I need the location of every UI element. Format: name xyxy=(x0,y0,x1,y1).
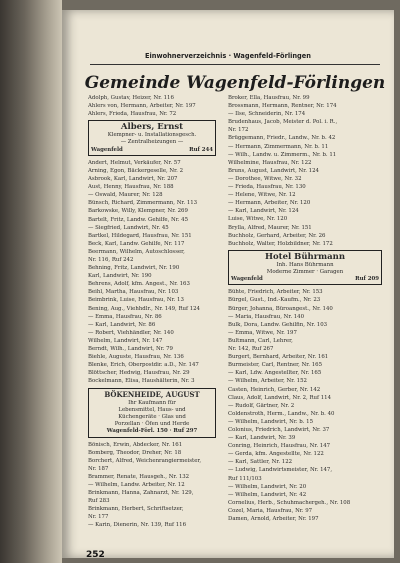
directory-entry: Aust, Henny, Hausfrau, Nr. 188 xyxy=(88,184,174,191)
directory-entry: Burgert, Bernhard, Arbeiter, Nr. 161 xyxy=(228,354,329,361)
running-header: Einwohnerverzeichnis · Wagenfeld-Förlingen xyxy=(145,52,311,60)
ad-albers-phone: Ruf 244 xyxy=(189,146,213,153)
left-column xyxy=(88,94,218,530)
directory-entry: Beermann, Wilhelm, Autoschlosser, xyxy=(88,248,185,255)
directory-entry: Biehle, Auguste, Hausfrau, Nr. 136 xyxy=(88,354,184,361)
directory-entry: — Helene, Witwe, Nr. 12 xyxy=(228,192,296,199)
right-entries-top xyxy=(228,94,384,248)
directory-entry: Brossmann, Hermann, Rentner, Nr. 174 xyxy=(228,103,337,110)
directory-entry: Bulk, Dora, Landw. Gehilfin, Nr. 103 xyxy=(228,321,328,328)
ad-albers-line2: — Zentralheizungen — xyxy=(120,139,184,146)
directory-entry: Ruf 283 xyxy=(88,498,110,505)
directory-entry: — Gerda, kfm. Angestellte, Nr. 122 xyxy=(228,451,324,458)
directory-entry: Ruf 111/103 xyxy=(228,475,262,482)
directory-entry: — Wilhelm, Arbeiter, Nr. 152 xyxy=(228,378,307,385)
directory-entry: Karl, Landwirt, Nr. 190 xyxy=(88,273,152,280)
directory-entry: Bühte, Friedrich, Arbeiter, Nr. 153 xyxy=(228,289,323,296)
directory-entry: Behrens, Adolf, kfm. Angest., Nr. 163 xyxy=(88,281,190,288)
directory-entry: Luise, Witwe, Nr. 120 xyxy=(228,216,288,223)
directory-entry: Blöttscher, Hedwig, Hausfrau, Nr. 29 xyxy=(88,370,190,377)
directory-entry: Burmeister, Carl, Rentner, Nr. 165 xyxy=(228,362,323,369)
header-rule xyxy=(90,64,380,65)
ad-albers-contact xyxy=(91,147,213,154)
ad-bokenheide-line1: Ihr Kaufmann für xyxy=(128,399,176,406)
left-entries-bottom xyxy=(88,441,218,530)
directory-entry: — Rudolf, Gärtner, Nr. 2 xyxy=(228,402,295,409)
directory-entry: Bockelmann, Elisa, Haushälterin, Nr. 3 xyxy=(88,378,195,385)
directory-entry: Bönisch, Erwin, Abdecker, Nr. 161 xyxy=(88,441,183,448)
directory-entry: — Wilh., Landw. u. Zimmerm., Nr. b. 11 xyxy=(228,151,337,158)
directory-entry: Bartelt, Fritz, Landw. Gehilfe, Nr. 45 xyxy=(88,216,189,223)
directory-entry: — Karl, Landwirt, Nr. 39 xyxy=(228,435,296,442)
directory-entry: Broker, Ella, Hausfrau, Nr. 99 xyxy=(228,95,310,101)
directory-entry: Nr. 172 xyxy=(228,127,249,134)
directory-entry: Brinkmann, Herbert, Schriftsetzer, xyxy=(88,506,184,513)
ad-buehrmann xyxy=(228,250,382,286)
ad-albers xyxy=(88,120,216,156)
directory-entry: Coldenstroth, Herm., Landw., Nr. b. 40 xyxy=(228,410,335,417)
directory-entry: Bening, Aug., Viehhdlr., Nr. 149, Ruf 124 xyxy=(88,305,200,312)
ad-buehrmann-line2: Moderne Zimmer · Garagen xyxy=(266,268,344,275)
book-spine-shadow xyxy=(0,0,62,563)
directory-entry: Barkowske, Willy, Klempner, Nr. 269 xyxy=(88,208,188,215)
directory-entry: Cozel, Maria, Hausfrau, Nr. 97 xyxy=(228,507,313,514)
directory-entry: — Emma, Hausfrau, Nr. 86 xyxy=(88,313,162,320)
directory-entry: Casten, Heinrich, Gerber, Nr. 142 xyxy=(228,386,321,393)
directory-entry: Adolph, Gustav, Heizer, Nr. 116 xyxy=(88,95,174,101)
directory-entry: — Emma, Witwe, Nr. 197 xyxy=(228,329,297,336)
directory-entry: Claus, Adolf, Landwirt, Nr. 2, Ruf 114 xyxy=(228,394,332,401)
directory-entry: Nr. 177 xyxy=(88,514,109,521)
directory-entry: Wilhelmine, Hausfrau, Nr. 122 xyxy=(228,159,312,166)
ad-buehrmann-name: Hotel Bührmann xyxy=(264,251,346,262)
directory-entry: Buchholz, Gerhard, Arbeiter, Nr. 26 xyxy=(228,232,326,239)
directory-entry: Nr. 116, Ruf 242 xyxy=(88,257,134,264)
directory-entry: Beck, Karl, Landw. Gehilfe, Nr. 117 xyxy=(88,240,185,247)
ad-bokenheide-contact: Wagenfeld-Förl. 150 · Ruf 297 xyxy=(106,428,198,435)
page-number: 252 xyxy=(86,550,105,558)
directory-entry: — Karl, Sattler, Nr. 122 xyxy=(228,459,293,466)
directory-entry: — Wilhelm, Landwirt, Nr. 42 xyxy=(228,491,307,498)
directory-entry: Behning, Fritz, Landwirt, Nr. 190 xyxy=(88,265,180,272)
directory-entry: Nr. 187 xyxy=(88,465,109,472)
ad-bokenheide-line4: Porzellan · Öfen und Herde xyxy=(114,421,190,428)
directory-entry: Andert, Helmut, Verkäufer, Nr. 57 xyxy=(88,159,181,166)
directory-page xyxy=(62,10,394,558)
directory-entry: Blenke, Erich, Oberpostdir. a.D., Nr. 147 xyxy=(88,362,199,369)
directory-entry: — Karin, Dienerin, Nr. 139, Ruf 116 xyxy=(88,522,187,529)
ad-buehrmann-line1: Inh. Hans Bührmann xyxy=(276,261,334,268)
directory-entry: — Wilhelm, Landw. Arbeiter, Nr. 12 xyxy=(88,482,185,488)
directory-entry: Brammer, Renate, Hausgeh., Nr. 132 xyxy=(88,473,190,480)
directory-entry: Wilhelm, Landwirt, Nr. 147 xyxy=(88,337,163,344)
directory-entry: — Karl, Ldw. Angestellter, Nr. 165 xyxy=(228,370,322,377)
directory-entry: Borchert, Alfred, Weichenrangiermeister, xyxy=(88,457,202,464)
directory-entry: — Karl, Landwirt, Nr. 86 xyxy=(88,321,156,328)
directory-entry: Nr. 142, Ruf 267 xyxy=(228,346,274,353)
directory-entry: — Wilhelm, Landwirt, Nr. b. 15 xyxy=(228,418,314,425)
directory-entry: — Hermann, Zimmermann, Nr. b. 11 xyxy=(228,143,329,150)
ad-bokenheide-line2: Lebensmittel, Haus- und xyxy=(118,406,186,413)
directory-entry: — Siegfried, Landwirt, Nr. 45 xyxy=(88,224,169,231)
directory-entry: Damen, Arnold, Arbeiter, Nr. 197 xyxy=(228,516,319,523)
directory-entry: — Robert, Viehhändler, Nr. 140 xyxy=(88,329,174,336)
directory-entry: Ahlers, Frieda, Hausfrau, Nr. 72 xyxy=(88,111,177,118)
directory-entry: Bünsch, Richard, Zimmermann, Nr. 113 xyxy=(88,200,198,207)
left-entries-mid xyxy=(88,159,218,386)
ad-buehrmann-place: Wagenfeld xyxy=(231,276,263,283)
directory-entry: Buchholz, Walter, Holzbildner, Nr. 172 xyxy=(228,240,333,247)
page-title: Gemeinde Wagenfeld-Förlingen xyxy=(84,73,386,93)
directory-entry: Bomberg, Theodor, Dreher, Nr. 18 xyxy=(88,449,182,456)
directory-entry: — Oswald, Maurer, Nr. 128 xyxy=(88,192,163,199)
directory-entry: — Frieda, Hausfrau, Nr. 130 xyxy=(228,184,306,191)
directory-entry: Bartkel, Hildegard, Hausfrau, Nr. 151 xyxy=(88,232,192,239)
directory-entry: Cornelius, Herb., Schuhmachergeh., Nr. 108 xyxy=(228,499,351,506)
ad-bokenheide-line3: Küchengeräte · Glas und xyxy=(118,413,186,420)
left-entries-top xyxy=(88,94,218,118)
ad-albers-name: Albers, Ernst xyxy=(120,122,184,133)
directory-entry: — Maria, Hausfrau, Nr. 140 xyxy=(228,313,305,320)
ad-albers-line1: Klempner- u. Installationsgesch. xyxy=(107,132,197,139)
directory-entry: — Ludwig, Landwirtsmeister, Nr. 147, xyxy=(228,467,333,474)
directory-entry: Brüggemann, Friedr., Landw., Nr. b. 42 xyxy=(228,135,336,142)
directory-entry: Bultmann, Carl, Lehrer, xyxy=(228,337,293,344)
directory-entry: — Karl, Landwirt, Nr. 124 xyxy=(228,208,299,215)
directory-entry: Bruns, August, Landwirt, Nr. 124 xyxy=(228,167,319,174)
directory-entry: Bürger, Johanna, Büroangest., Nr. 140 xyxy=(228,305,333,312)
directory-entry: Arning, Egon, Bäckergeselle, Nr. 2 xyxy=(88,167,183,174)
directory-entry: — Ilse, Schneiderin, Nr. 174 xyxy=(228,111,306,118)
directory-entry: Beimbrink, Luise, Hausfrau, Nr. 13 xyxy=(88,297,184,304)
directory-entry: Colonius, Friedrich, Landwirt, Nr. 37 xyxy=(228,426,330,433)
directory-entry: Brinkmann, Hanna, Zahnarzt, Nr. 129, xyxy=(88,490,194,497)
ad-bokenheide-name: BÖKENHEIDE, AUGUST xyxy=(104,389,200,399)
directory-entry: Ahlers von, Hermann, Arbeiter, Nr. 197 xyxy=(88,103,196,110)
directory-entry: — Dorothee, Witwe, Nr. 32 xyxy=(228,175,302,182)
directory-entry: Conring, Heinrich, Hausfrau, Nr. 147 xyxy=(228,443,331,450)
directory-entry: Berndt, Wilh., Landwirt, Nr. 79 xyxy=(88,346,173,353)
directory-entry: Brudenhaus, Jacob, Meister d. Pol. i. R., xyxy=(228,119,338,126)
directory-entry: — Hermann, Arbeiter, Nr. 120 xyxy=(228,200,311,207)
directory-entry: Brylla, Alfred, Maurer, Nr. 151 xyxy=(228,224,312,231)
right-entries-bottom xyxy=(228,288,384,523)
directory-entry: — Wilhelm, Landwirt, Nr. 20 xyxy=(228,483,307,490)
ad-buehrmann-contact xyxy=(231,276,379,283)
directory-entry: Beihl, Martha, Hausfrau, Nr. 103 xyxy=(88,289,179,296)
right-column xyxy=(228,94,384,523)
directory-entry: Bürgel, Gust., Ind.-Kaufm., Nr. 23 xyxy=(228,297,321,304)
ad-bokenheide xyxy=(88,388,216,438)
ad-buehrmann-phone: Ruf 209 xyxy=(355,276,379,283)
directory-entry: Asbrook, Karl, Landwirt, Nr. 207 xyxy=(88,176,178,183)
ad-albers-place: Wagenfeld xyxy=(91,146,123,153)
